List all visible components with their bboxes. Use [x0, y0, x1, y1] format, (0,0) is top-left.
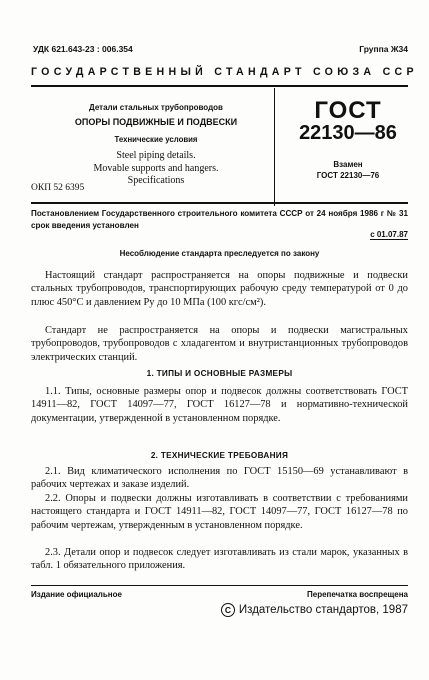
- gost-label: ГОСТ: [314, 97, 382, 124]
- title-column-divider: [274, 88, 275, 206]
- clause-1-1: 1.1. Типы, основные размеры опор и подвесок должны соответствовать ГОСТ 14911—82, ГОСТ 14097—77, ГОСТ 16127—78 и нормативно-технической документации, утвержденной в установленном порядке.: [31, 386, 408, 424]
- title-subtitle: Технические условия: [114, 135, 198, 144]
- udk-code: УДК 621.643-23 : 006.354: [33, 44, 133, 54]
- english-title: [58, 150, 254, 188]
- okp-code: ОКП 52 6395: [31, 183, 85, 193]
- legal-warning: Несоблюдение стандарта преследуется по закону: [119, 249, 320, 258]
- group-code: Группа Ж34: [359, 44, 408, 54]
- top-divider: [31, 85, 408, 87]
- english-title-line-1: Steel piping details.: [116, 150, 196, 161]
- decree-text: Постановлением Государственного строительного комитета СССР от 24 ноября 1986 г № 31 срок введения установлен: [31, 209, 408, 230]
- gost-number: 22130—86: [299, 122, 397, 144]
- decree-divider: [31, 202, 408, 204]
- clause-2-2: 2.2. Опоры и подвески должны изготавливать в соответствии с требованиями настоящего стандарта и ГОСТ 14911—82, ГОСТ 14097—77, ГОСТ 16127—78 по рабочим чертежам, утвержденным в установленном порядке.: [31, 493, 408, 531]
- english-title-line-2: Movable supports and hangers.: [93, 162, 219, 174]
- publisher-name: Издательство стандартов, 1987: [238, 604, 408, 616]
- section-2-heading: 2. ТЕХНИЧЕСКИЕ ТРЕБОВАНИЯ: [150, 451, 289, 460]
- clause-2-1: 2.1. Вид климатического исполнения по ГОСТ 15150—69 устанавливают в рабочих чертежах и заказе изделий.: [31, 466, 408, 491]
- title-line-1: Детали стальных трубопроводов: [89, 103, 223, 112]
- footer-divider: [31, 585, 408, 586]
- publisher-line: [221, 603, 408, 617]
- section-1-heading: 1. ТИПЫ И ОСНОВНЫЕ РАЗМЕРЫ: [146, 369, 293, 378]
- replaces-value: ГОСТ 22130—76: [316, 171, 380, 180]
- intro-paragraph-1: Настоящий стандарт распространяется на опоры подвижные и подвески стальных трубопроводов, транспортирующих рабочую среду температурой от 0 до плюс 450°С и давлением Pу до 10 МПа (100 кгс/см²).: [31, 270, 408, 308]
- reprint-notice: Перепечатка воспрещена: [307, 590, 408, 599]
- copyright-icon: C: [221, 603, 235, 617]
- effective-date: с 01.07.87: [370, 230, 408, 239]
- english-title-line-3: Specifications: [127, 175, 185, 186]
- standard-banner: ГОСУДАРСТВЕННЫЙ СТАНДАРТ СОЮЗА ССР: [31, 66, 418, 78]
- clause-2-3: 2.3. Детали опор и подвесок следует изготавливать из стали марок, указанных в табл. 1 обязательного приложения.: [31, 547, 408, 572]
- official-edition: Издание официальное: [31, 590, 122, 599]
- intro-paragraph-2: Стандарт не распространяется на опоры и подвески магистральных трубопроводов, трубопроводов с хладагентом и внутристанционных трубопроводов электрических станций.: [31, 325, 408, 363]
- document-title: ОПОРЫ ПОДВИЖНЫЕ И ПОДВЕСКИ: [74, 117, 238, 127]
- replaces-label: Взамен: [333, 160, 363, 169]
